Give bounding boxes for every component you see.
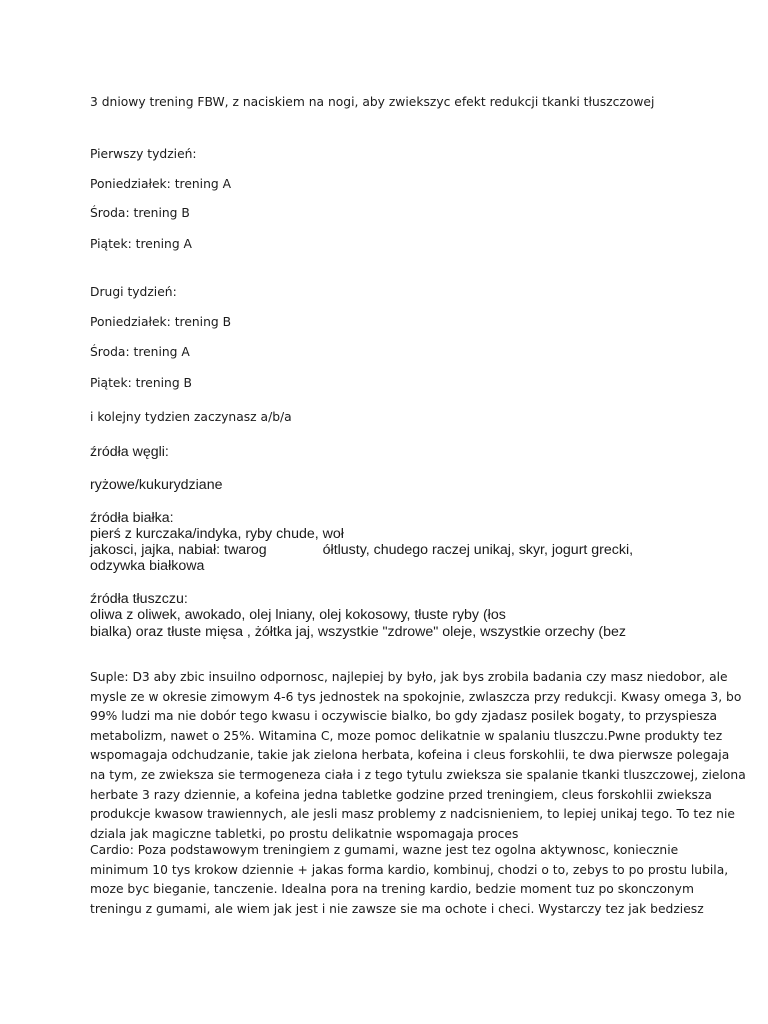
cardio-line: moze byc bieganie, tanczenie. Idealna pora na trening kardio, bedzie moment tuz po skonczonym (90, 882, 694, 897)
next-week-note: i kolejny tydzien zaczynasz a/b/a (90, 410, 292, 424)
supplements-line: mysle ze w okresie zimowym 4-6 tys jednostek na spokojnie, zwlaszcza przy redukcji. Kwasy omega 3, bo (90, 689, 742, 704)
week2-day-3: Piątek: trening B (90, 376, 192, 390)
document-title: 3 dniowy trening FBW, z naciskiem na nogi, aby zwiekszyc efekt redukcji tkanki tłuszczowej (90, 95, 655, 109)
supplements-line: metabolizm, nawet o 25%. Witamina C, moze pomoc delikatnie w spalaniu tluszczu.Pwne produkty tez (90, 728, 723, 743)
carbs-heading: źródła węgli: (90, 444, 169, 460)
protein-heading: źródła białka: (90, 510, 174, 526)
supplements-line: na tym, ze zwieksza sie termogeneza ciała i z tego tytulu zwieksza sie spalanie tkanki tluszczowej, zielona (90, 767, 746, 782)
cardio-line: minimum 10 tys krokow dziennie + jakas forma kardio, kombinuj, chodzi o to, zebys to po prostu lubila, (90, 862, 729, 877)
week1-day-3: Piątek: trening A (90, 237, 192, 251)
supplements-line: Suple: D3 aby zbic insuilno odpornosc, najlepiej by było, jak bys zrobila badania czy masz niedobor, ale (90, 670, 728, 684)
supplements-line: produkcje kwasow trawiennych, ale jesli masz problemy z nadcisnieniem, to lepiej unikaj tego. To tez nie (90, 807, 735, 822)
week1-day-1: Poniedziałek: trening A (90, 177, 232, 191)
supplements-line: wspomagaja odchudzanie, takie jak zielona herbata, kofeina i cleus forskohlii, te dwa pierwsze polegaja (90, 748, 730, 763)
fat-line-2: bialka) oraz tłuste mięsa , żółtka jaj, wszystkie "zdrowe" oleje, wszystkie orzechy (bez (90, 624, 626, 640)
cardio-line: Cardio: Poza podstawowym treningiem z gumami, wazne jest tez ogolna aktywnosc, koniecznie (90, 843, 679, 857)
cardio-line: treningu z gumami, ale wiem jak jest i nie zawsze sie ma ochote i checi. Wystarczy tez jak bedziesz (90, 901, 704, 916)
protein-line-2-part-b: ółtlusty, chudego raczej unikaj, skyr, jogurt grecki, (322, 542, 634, 558)
protein-line-2-part-a: jakosci, jajka, nabiał: twarog (90, 542, 267, 558)
week2-day-1: Poniedziałek: trening B (90, 315, 232, 329)
supplements-line: herbate 3 razy dziennie, a kofeina jedna tabletke godzine przed treningiem, cleus forskohlii zwieksza (90, 787, 712, 802)
supplements-line: 99% ludzi ma nie dobór tego kwasu i oczywiscie bialko, bo gdy zjadasz posilek bogaty, to przyspiesza (90, 709, 718, 724)
fat-heading: źródła tłuszczu: (90, 591, 188, 607)
carbs-items: ryżowe/kukurydziane (90, 477, 223, 493)
protein-line-2 (90, 542, 633, 558)
cardio-paragraph (90, 841, 729, 919)
protein-line-3: odzywka białkowa (90, 558, 205, 574)
week1-day-2: Środa: trening B (90, 206, 190, 220)
protein-line-1: pierś z kurczaka/indyka, ryby chude, woł (90, 526, 344, 542)
week2-day-2: Środa: trening A (90, 345, 190, 359)
week1-heading: Pierwszy tydzień: (90, 147, 197, 161)
week2-heading: Drugi tydzień: (90, 285, 177, 299)
fat-line-1: oliwa z oliwek, awokado, olej lniany, olej kokosowy, tłuste ryby (łos (90, 607, 506, 623)
supplements-paragraph (90, 668, 746, 844)
supplements-line: dziala jak magiczne tabletki, po prostu delikatnie wspomagaja proces (90, 826, 519, 841)
